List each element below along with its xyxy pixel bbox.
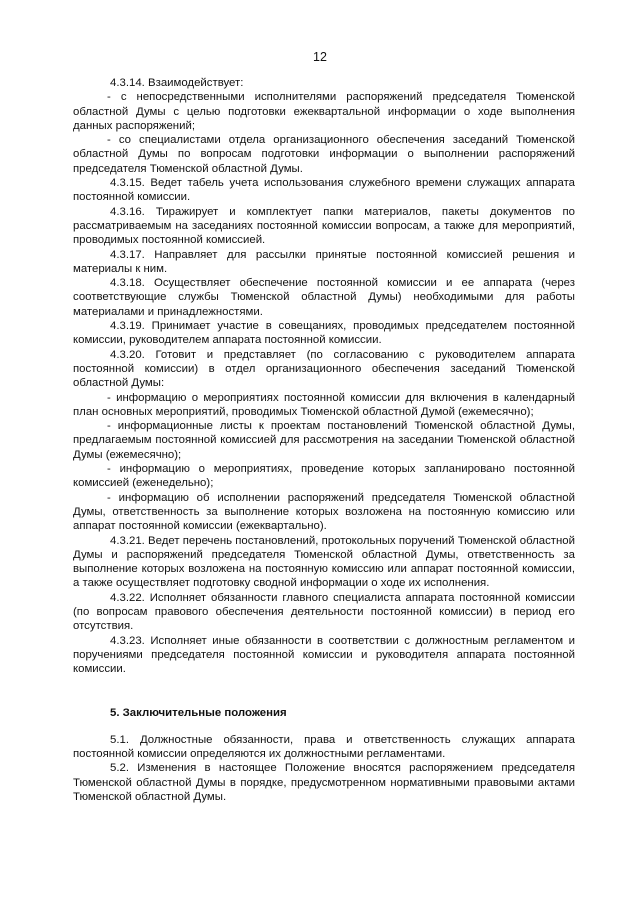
paragraph-4-3-19: 4.3.19. Принимает участие в совещаниях, проводимых председателем постоянной комиссии, руководителем аппарата постоянной комиссии. <box>73 320 575 347</box>
paragraph-4-3-15: 4.3.15. Ведет табель учета использования служебного времени служащих аппарата постоянной комиссии. <box>73 177 575 204</box>
bullet-item: - со специалистами отдела организационного обеспечения заседаний Тюменской областной Думы по вопросам подготовки информации о выполнении распоряжений председателя Тюменской областной Думы. <box>73 134 575 175</box>
bullet-item: - информацию о мероприятиях постоянной комиссии для включения в календарный план основных мероприятий, проводимых Тюменской областной Думой (ежемесячно); <box>73 391 575 418</box>
paragraph-4-3-17: 4.3.17. Направляет для рассылки принятые постоянной комиссией решения и материалы к ним. <box>73 248 575 275</box>
paragraph-5-1: 5.1. Должностные обязанности, права и ответственность служащих аппарата постоянной комиссии определяются их должностными регламентами. <box>73 733 575 761</box>
section-title: 5. Заключительные положения <box>110 707 287 720</box>
bullet-item: - информацию о мероприятиях, проведение которых запланировано постоянной комиссией (еженедельно); <box>73 463 575 490</box>
bullet-item: - информационные листы к проектам постановлений Тюменской областной Думы, предлагаемым постоянной комиссией для рассмотрения на заседании Тюменской областной Думы (ежемесячно); <box>73 420 575 461</box>
paragraph-4-3-23: 4.3.23. Исполняет иные обязанности в соответствии с должностным регламентом и поручениями председателя постоянной комиссии и руководителя аппарата постоянной комиссии. <box>73 634 575 676</box>
paragraph-4-3-22: 4.3.22. Исполняет обязанности главного специалиста аппарата постоянной комиссии (по вопросам правового обеспечения деятельности постоянной комиссии) в период его отсутствия. <box>73 591 575 633</box>
paragraph-4-3-20: 4.3.20. Готовит и представляет (по согласованию с руководителем аппарата постоянной комиссии) в отдел организационного обеспечения заседаний Тюменской областной Думы: <box>73 348 575 390</box>
paragraph-4-3-18: 4.3.18. Осуществляет обеспечение постоянной комиссии и ее аппарата (через соответствующие службы Тюменской областной Думы) необходимыми для работы материалами и принадлежностями. <box>73 277 575 318</box>
bullet-item: - с непосредственными исполнителями распоряжений председателя Тюменской областной Думы с целью подготовки ежеквартальной информации о ходе выполнения данных распоряжений; <box>73 91 575 132</box>
document-body <box>73 76 575 804</box>
paragraph-4-3-21: 4.3.21. Ведет перечень постановлений, протокольных поручений Тюменской областной Думы и распоряжений председателя Тюменской областной Думы, ответственность за выполнение которых возложена на постоянную комиссию или аппарат постоянной комиссии, а также осуществляет подготовку сводной информации о ходе их исполнения. <box>73 534 575 590</box>
paragraph-4-3-14: 4.3.14. Взаимодействует: <box>110 77 244 89</box>
bullet-item: - информацию об исполнении распоряжений председателя Тюменской областной Думы, ответственность за выполнение которых возложена на постоянную комиссию или аппарат постоянной комиссии (ежеквартально). <box>73 491 575 533</box>
paragraph-4-3-16: 4.3.16. Тиражирует и комплектует папки материалов, пакеты документов по рассматриваемым на заседаниях постоянной комиссии вопросам, а также для мероприятий, проводимых постоянной комиссией. <box>73 205 575 247</box>
page-number: 12 <box>313 50 327 64</box>
paragraph-5-2: 5.2. Изменения в настоящее Положение вносятся распоряжением председателя Тюменской областной Думы в порядке, предусмотренном нормативными правовыми актами Тюменской областной Думы. <box>73 762 575 803</box>
